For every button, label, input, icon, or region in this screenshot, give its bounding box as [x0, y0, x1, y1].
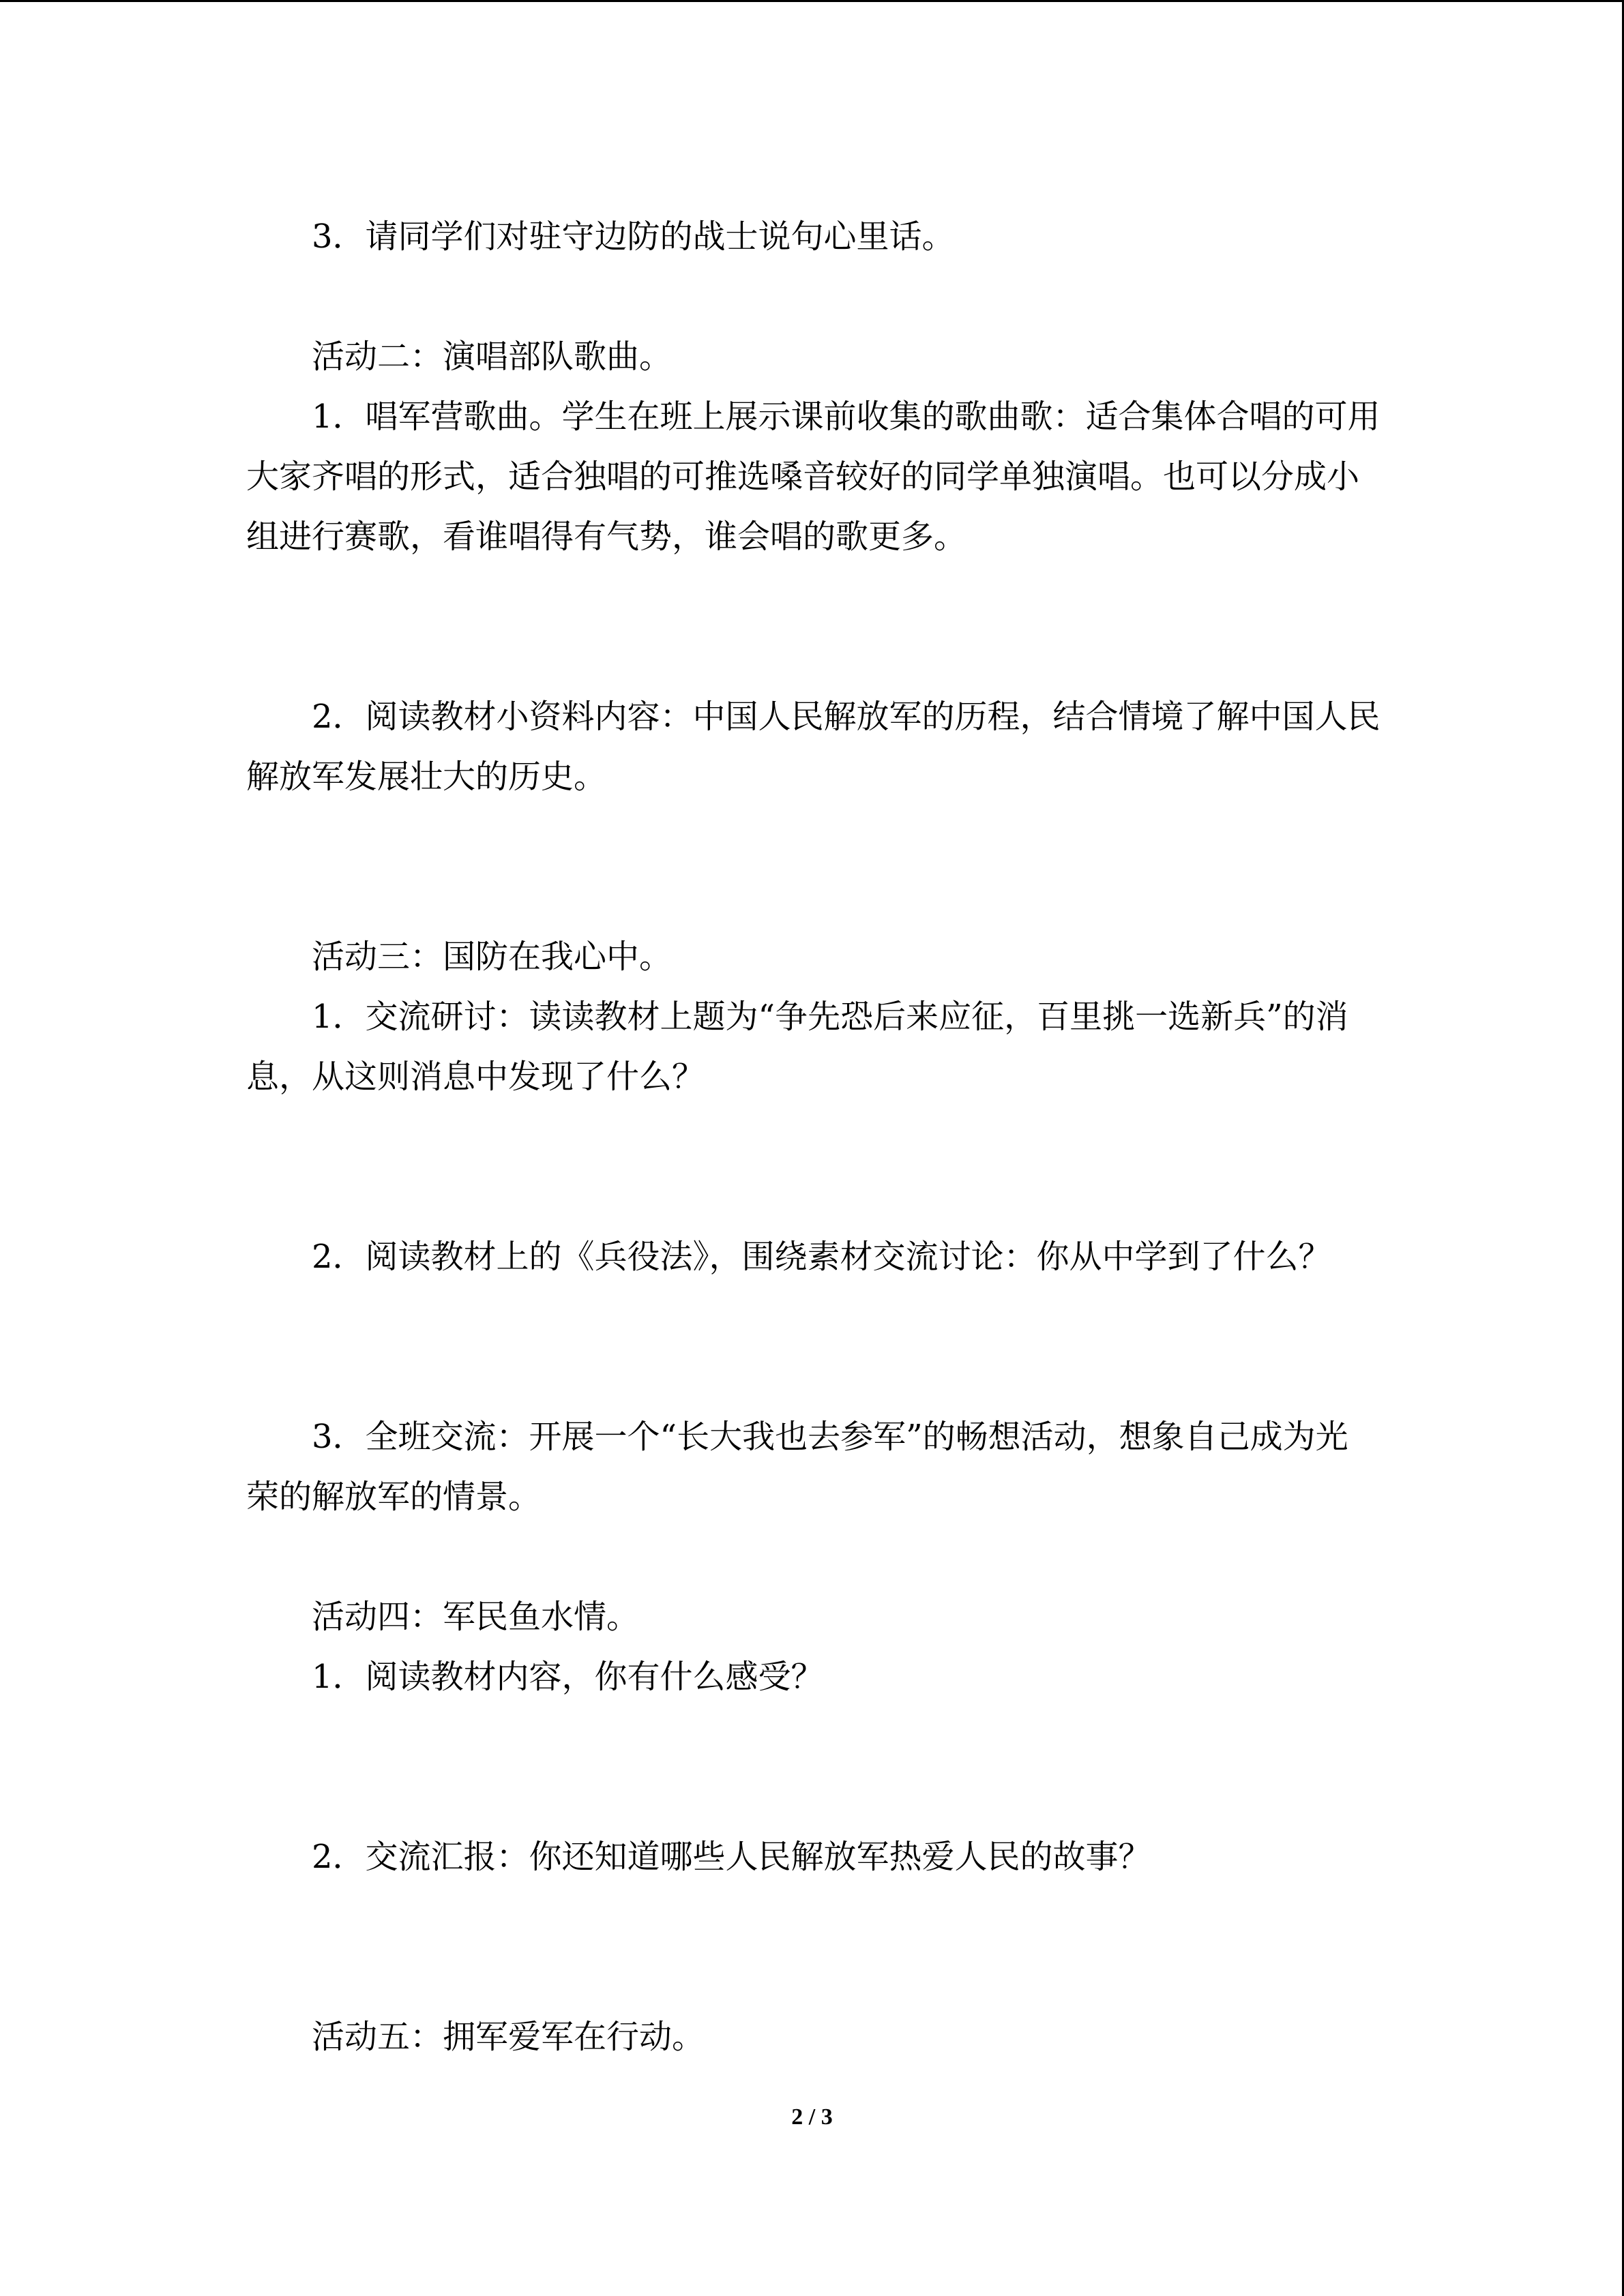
list-item-line: 1．阅读教材内容，你有什么感受？: [312, 1658, 824, 1696]
list-item-line: 解放军发展壮大的历史。: [246, 758, 607, 796]
list-item-line: 2．阅读教材上的《兵役法》，围绕素材交流讨论：你从中学到了什么？: [312, 1238, 1331, 1276]
section-heading: 活动五：拥军爱军在行动。: [312, 2018, 705, 2056]
list-item-line: 大家齐唱的形式，适合独唱的可推选嗓音较好的同学单独演唱。也可以分成小: [246, 458, 1360, 496]
list-item-line: 3．请同学们对驻守边防的战士说句心里话。: [312, 218, 955, 256]
list-item-line: 荣的解放军的情景。: [246, 1478, 542, 1516]
list-item-line: 3．全班交流：开展一个“长大我也去参军”的畅想活动，想象自己成为光: [312, 1418, 1348, 1456]
section-heading: 活动四：军民鱼水情。: [312, 1598, 640, 1636]
list-item-line: 1．唱军营歌曲。学生在班上展示课前收集的歌曲歌：适合集体合唱的可用: [312, 398, 1381, 436]
page-number: 2 / 3: [791, 2104, 833, 2130]
section-heading: 活动三：国防在我心中。: [312, 938, 673, 976]
list-item-line: 2．交流汇报：你还知道哪些人民解放军热爱人民的故事？: [312, 1838, 1151, 1876]
section-heading: 活动二：演唱部队歌曲。: [312, 338, 673, 376]
list-item-line: 息，从这则消息中发现了什么？: [246, 1058, 705, 1096]
list-item-line: 1．交流研讨：读读教材上题为“争先恐后来应征，百里挑一选新兵”的消: [312, 998, 1348, 1036]
list-item-line: 组进行赛歌，看谁唱得有气势，谁会唱的歌更多。: [246, 518, 967, 556]
list-item-line: 2．阅读教材小资料内容：中国人民解放军的历程，结合情境了解中国人民: [312, 698, 1381, 736]
